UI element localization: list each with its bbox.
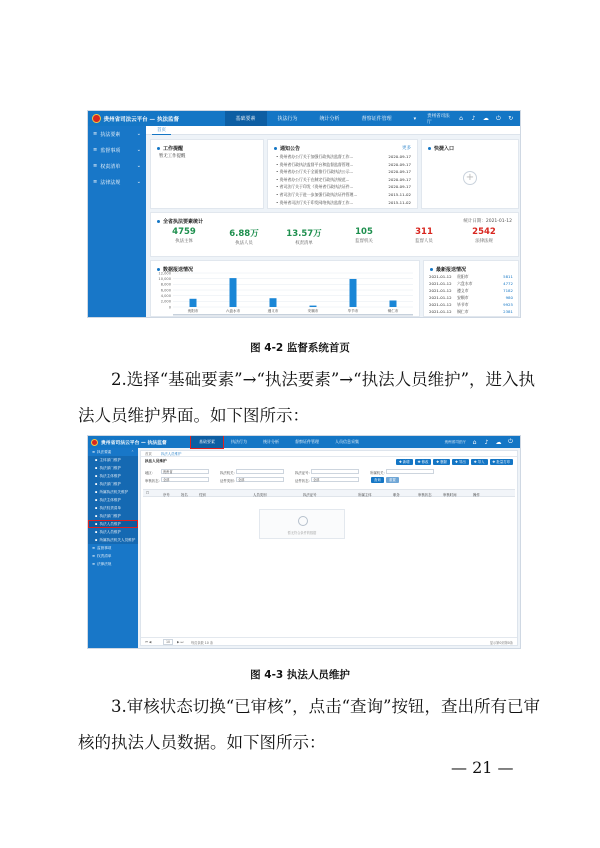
column-header: 审核状态 — [418, 493, 432, 497]
chart-title: 数据报送情况 — [163, 267, 194, 273]
sidebar-item-enforcement[interactable] — [88, 448, 138, 456]
notice-date: 2015-11-02 — [388, 192, 411, 197]
reset-button[interactable]: 重置 — [386, 477, 399, 483]
stat-value: 105 — [355, 227, 373, 237]
nav-personnel-collection[interactable]: 人员信息采集 — [335, 439, 359, 444]
latest-city: 遵义市 — [457, 288, 469, 293]
list-icon: ≡ — [92, 554, 96, 558]
work-reminder-card — [150, 139, 264, 209]
notice-title-text: • 贵州省办公厅关于加强行政执法监督工作... — [276, 154, 354, 159]
notice-date: 2020-09-17 — [388, 176, 411, 182]
sidebar-item-label: 所属执法机关人员维护 — [99, 537, 136, 542]
menu-item-icon: ▪ — [95, 482, 98, 486]
latest-count: 4772 — [503, 281, 513, 286]
sidebar-item-label: 所属执法机关维护 — [99, 489, 129, 494]
quick-entry-title: 快捷入口 — [434, 146, 455, 152]
column-header: 人员类别 — [253, 493, 267, 497]
notice-title: 通知公告 — [280, 146, 301, 152]
home-icon[interactable]: ⌂ — [472, 438, 477, 446]
pager-summary: 显示第0到第0条 — [489, 641, 513, 645]
stats-title: 全省执法要素统计 — [163, 219, 204, 225]
top-nav — [225, 111, 428, 126]
bell-icon[interactable]: ♪ — [484, 438, 489, 446]
sidebar-item[interactable] — [88, 544, 138, 552]
bullet-icon — [430, 268, 433, 271]
pager-prev-icon[interactable]: ⏮ ◀ — [145, 640, 152, 644]
notice-title-text: • 省司法厅关于印发《贵州省行政执法证件... — [276, 184, 354, 190]
nav-basic-elements[interactable]: 基础要素 — [191, 436, 223, 448]
stat-label: 执法人员 — [235, 241, 253, 246]
home-icon[interactable]: ⌂ — [459, 115, 463, 122]
column-header: 操作 — [473, 493, 480, 497]
top-right-tools — [444, 439, 520, 446]
filter-select[interactable]: 全部 — [311, 477, 359, 482]
chevron-down-icon: ⌄ — [136, 131, 141, 137]
menu-item-icon: ▪ — [95, 498, 98, 502]
latest-date: 2021-01-12 — [429, 295, 452, 300]
sidebar — [88, 126, 146, 317]
latest-row — [429, 295, 513, 302]
sidebar-subitem[interactable] — [88, 472, 138, 480]
sidebar-subitem[interactable] — [88, 480, 138, 488]
list-icon: ≡ — [93, 179, 98, 185]
card-title — [428, 145, 454, 152]
action-toolbar — [396, 459, 513, 465]
bullet-icon — [157, 220, 160, 223]
paragraph-step-3 — [78, 689, 540, 761]
bullet-icon — [157, 147, 160, 150]
nav-certificate-management[interactable]: 督察证件管理 — [295, 439, 319, 444]
latest-count: 9925 — [503, 302, 513, 307]
list-icon: ≡ — [93, 163, 98, 169]
menu-item-icon: ▪ — [95, 506, 98, 510]
notice-date: 2015-11-02 — [388, 199, 411, 205]
chevron-down-icon: ⌄ — [136, 163, 141, 169]
refresh-icon[interactable]: ↻ — [508, 115, 514, 122]
latest-count: 2381 — [503, 309, 513, 314]
main-panel — [140, 450, 518, 646]
menu-item-icon: ▪ — [95, 490, 98, 494]
sidebar-item-enforcement[interactable] — [88, 126, 146, 142]
latest-city: 六盘水市 — [457, 281, 473, 286]
tab-home[interactable]: 首页 — [152, 127, 171, 135]
filter-label: 证件状态： — [295, 479, 312, 483]
x-tick-label: 铜仁市 — [387, 309, 399, 313]
app-title: 贵州省司法云平台 — 执法监督 — [103, 116, 179, 123]
paragraph-text: 2.选择“基础要素”→“执法要素”→“执法人员维护”，进入执法人员维护界面。如下图所示： — [78, 370, 536, 425]
latest-city: 贵阳市 — [457, 274, 469, 279]
bell-icon[interactable]: ♪ — [471, 115, 476, 122]
sidebar-item-label: 监督事项 — [97, 545, 112, 550]
column-header: 执法证号 — [303, 493, 317, 497]
menu-item-icon: ▪ — [95, 530, 98, 534]
action-button[interactable]: ✚ 导入 — [471, 459, 488, 465]
figure-caption-1: 图 4-2 监督系统首页 — [250, 342, 350, 354]
sidebar-item-label: 执法人员维护 — [99, 521, 121, 526]
sidebar-item-label: 执法要素 — [100, 131, 121, 138]
notice-date: 2020-09-17 — [388, 154, 411, 159]
top-right-tools — [427, 113, 520, 125]
list-icon: ≡ — [92, 546, 96, 550]
filter-label: 执法证号： — [295, 471, 312, 475]
monitoring-home-screenshot — [87, 110, 521, 318]
sidebar-subitem[interactable] — [88, 464, 138, 472]
latest-report-card — [423, 260, 519, 317]
latest-row — [429, 288, 513, 295]
notice-date: 2020-09-17 — [388, 161, 411, 167]
latest-row — [429, 302, 513, 309]
report-chart-card — [150, 260, 420, 317]
nav-enforcement-actions[interactable]: 执法行为 — [231, 439, 247, 444]
chart-scrollbar[interactable] — [173, 314, 413, 316]
tab-home-icon[interactable]: 首页 — [145, 452, 152, 456]
x-tick-label: 贵阳市 — [187, 309, 199, 313]
latest-row — [429, 274, 513, 281]
latest-date: 2021-01-12 — [429, 302, 452, 307]
stat-value: 6.88万 — [229, 229, 259, 239]
sidebar-subitem[interactable] — [88, 520, 138, 528]
y-tick-label: 12,000 — [158, 271, 171, 276]
x-tick-label: 毕节市 — [347, 309, 359, 313]
pagination — [141, 637, 517, 645]
cloud-icon[interactable]: ☁ — [495, 438, 502, 446]
org-name: 贵州省司法厅 — [444, 439, 466, 444]
y-tick-label: 0 — [168, 305, 171, 310]
stat-value: 2542 — [472, 227, 496, 237]
sidebar-item-label: 执法要素 — [97, 449, 112, 454]
chevron-up-icon: ⌃ — [130, 450, 134, 454]
bullet-icon — [274, 147, 277, 150]
sidebar-item-label: 执法权责清单 — [99, 505, 121, 510]
latest-city: 安顺市 — [457, 295, 469, 300]
bar — [350, 279, 357, 307]
org-name: 贵州省司法厅 — [427, 113, 450, 125]
nav-statistics[interactable]: 统计分析 — [319, 116, 340, 122]
sidebar-item-label: 执法部门维护 — [99, 513, 121, 518]
action-button[interactable]: ✚ 删除 — [433, 459, 450, 465]
figure-caption-2: 图 4-3 执法人员维护 — [250, 669, 350, 681]
work-reminder-text: 暂无工作提醒 — [159, 154, 186, 159]
latest-report-title: 最新报送情况 — [436, 267, 467, 273]
notice-title-text: • 省司法厅关于进一步加强行政执法证件管理... — [276, 192, 358, 197]
sidebar-item-label: 法律法规 — [97, 561, 112, 566]
column-header: 职务 — [393, 493, 400, 497]
pager-size-select[interactable]: 10 — [163, 639, 173, 645]
stat-label: 监督人员 — [415, 239, 433, 244]
stat-item — [279, 227, 329, 246]
nav-basic-elements[interactable]: 基础要素 — [225, 111, 267, 126]
stat-value: 4759 — [172, 227, 196, 237]
empty-text: 暂无符合条件的数据 — [287, 531, 317, 535]
sidebar-item-label: 执法主体维护 — [99, 497, 121, 502]
sidebar-subitem[interactable] — [88, 496, 138, 504]
y-tick-label: 8,000 — [160, 282, 171, 287]
card-title — [274, 145, 300, 152]
y-tick-label: 10,000 — [158, 276, 171, 281]
latest-date: 2021-01-12 — [429, 288, 452, 293]
column-header: 序号 — [163, 493, 170, 497]
sidebar-item[interactable] — [88, 560, 138, 568]
filter-label: 所属机关： — [370, 471, 387, 475]
notice-title-text: • 贵州省办公厅关于全面推行行政执法公示... — [276, 169, 354, 175]
notice-date: 2020-09-17 — [388, 169, 411, 175]
tab-bar — [146, 126, 520, 135]
sidebar-subitem[interactable] — [88, 512, 138, 520]
cloud-icon[interactable]: ☁ — [482, 115, 489, 122]
notice-card — [267, 139, 418, 209]
more-link[interactable]: 更多 — [402, 146, 411, 151]
filter-label: 审核状态： — [145, 479, 162, 483]
card-title — [430, 266, 466, 273]
column-header: 性别 — [199, 493, 206, 497]
sidebar-subitem[interactable] — [88, 488, 138, 496]
filter-label: 地区： — [145, 471, 156, 475]
sidebar-subitem[interactable] — [88, 504, 138, 512]
list-icon: ≡ — [92, 450, 96, 454]
table-header — [143, 489, 515, 497]
bar — [390, 300, 397, 307]
sidebar-item-label: 权责清单 — [97, 553, 112, 558]
latest-count: 7182 — [503, 288, 513, 293]
sidebar-item-label: 执法部门维护 — [99, 481, 121, 486]
action-button[interactable]: ✚ 批量打印 — [490, 459, 513, 465]
notice-item[interactable] — [276, 192, 411, 199]
sidebar-item-label: 法律法规 — [100, 179, 121, 186]
column-header: 姓名 — [181, 493, 188, 497]
latest-date: 2021-01-12 — [429, 274, 452, 279]
latest-row — [429, 281, 513, 288]
filter-label: 执法机关： — [220, 471, 237, 475]
tab-personnel[interactable]: 执法人员维护 — [161, 452, 182, 456]
stat-label: 监督机关 — [355, 239, 373, 244]
menu-item-icon: ▪ — [95, 458, 98, 462]
card-title — [157, 145, 183, 152]
report-bar-chart — [151, 267, 419, 317]
bar — [310, 306, 317, 307]
empty-box-icon — [298, 516, 308, 526]
action-button[interactable]: ✚ 导出 — [452, 459, 469, 465]
notice-item[interactable] — [276, 154, 411, 161]
notice-item[interactable] — [276, 184, 411, 191]
stats-card — [150, 212, 519, 257]
filter-select[interactable]: 贵州省 — [161, 469, 209, 474]
top-bar — [88, 436, 520, 448]
top-bar — [88, 111, 520, 126]
sidebar-rest — [88, 544, 138, 568]
sidebar-item-responsibility[interactable] — [88, 158, 146, 174]
filter-select[interactable]: 全部 — [161, 477, 209, 482]
sidebar — [88, 448, 138, 648]
notice-item[interactable] — [276, 169, 411, 176]
action-button[interactable]: ✚ 新增 — [396, 459, 413, 465]
sidebar-item-label: 执法主体维护 — [99, 473, 121, 478]
filter-label: 证件类别： — [220, 479, 237, 483]
latest-count: 980 — [505, 295, 513, 300]
stat-item — [459, 227, 509, 244]
nav-statistics[interactable]: 统计分析 — [263, 439, 279, 444]
x-tick-label: 六盘水市 — [225, 309, 241, 313]
column-header: 所属主体 — [358, 493, 372, 497]
x-tick-label: 遵义市 — [267, 309, 279, 313]
work-reminder-title: 工作提醒 — [163, 146, 184, 152]
column-header: 审核时间 — [443, 493, 457, 497]
stat-value: 13.57万 — [286, 229, 322, 239]
app-title: 贵州省司法云平台 — 执法监督 — [101, 440, 167, 446]
list-icon: ≡ — [93, 147, 98, 153]
filter-select[interactable] — [236, 469, 284, 474]
sidebar-item-label: 主体部门维护 — [99, 457, 121, 462]
notice-item[interactable] — [276, 162, 411, 169]
query-button[interactable]: 查询 — [371, 477, 384, 483]
latest-count: 5811 — [503, 274, 513, 279]
notice-title-text: • 贵州省办公厅关于在制定行政执法规范... — [276, 176, 350, 182]
menu-item-icon: ▪ — [95, 522, 98, 526]
sidebar-item-label: 权责清单 — [100, 163, 121, 170]
stat-item — [159, 227, 209, 244]
chevron-down-icon: ⌄ — [136, 147, 141, 153]
menu-item-icon: ▪ — [95, 514, 98, 518]
emblem-icon — [91, 439, 98, 446]
quick-entry-card — [421, 139, 519, 209]
sidebar-submenu — [88, 456, 138, 544]
nav-enforcement-actions[interactable]: 执法行为 — [277, 116, 298, 122]
notice-item[interactable] — [276, 177, 411, 184]
bar — [270, 298, 277, 307]
stat-label: 法律法规 — [475, 239, 493, 244]
card-title — [157, 218, 203, 225]
latest-city: 毕节市 — [457, 302, 469, 307]
paragraph-text: 3.审核状态切换“已审核”，点击“查询”按钮，查出所有已审核的执法人员数据。如下图所示： — [78, 697, 540, 752]
stat-item — [399, 227, 449, 244]
stat-item — [219, 227, 269, 246]
stat-label: 权责清单 — [295, 241, 313, 246]
empty-state — [259, 509, 345, 539]
sidebar-subitem[interactable] — [88, 456, 138, 464]
sidebar-item-label: 执法部门维护 — [99, 465, 121, 470]
sidebar-item-label: 监督事项 — [100, 147, 121, 154]
y-tick-label: 6,000 — [160, 288, 171, 293]
power-icon[interactable]: ⏻ — [508, 438, 513, 445]
page-number: — 21 — — [451, 758, 514, 777]
stat-item — [339, 227, 389, 244]
list-icon: ≡ — [92, 562, 96, 566]
latest-date: 2021-01-12 — [429, 281, 452, 286]
power-icon[interactable]: ⏻ — [495, 114, 501, 122]
notice-date: 2020-09-17 — [388, 184, 411, 190]
x-tick-label: 安顺市 — [307, 309, 319, 313]
pager-size-label: 每页条数 10 条 — [191, 641, 214, 645]
bullet-icon — [428, 147, 431, 150]
page-title: 执法人员维护 — [145, 459, 167, 463]
filter-select[interactable] — [386, 469, 434, 474]
latest-date: 2021-01-12 — [429, 309, 452, 314]
stat-label: 执法主体 — [175, 239, 193, 244]
menu-item-icon: ▪ — [95, 474, 98, 478]
notice-title-text: • 贵州省行政执法监督平台和监督监督管理... — [276, 161, 354, 167]
notice-item[interactable] — [276, 200, 411, 207]
emblem-icon — [92, 114, 101, 123]
pager-next-icon[interactable]: ▶ ⏭ — [177, 640, 184, 644]
sidebar-item-label: 执法人员维护 — [99, 529, 121, 534]
tab-bar — [141, 451, 517, 457]
y-tick-label: 2,000 — [160, 299, 171, 304]
personnel-maintenance-screenshot — [87, 435, 521, 649]
bar — [230, 278, 237, 307]
action-button[interactable]: ✚ 修改 — [415, 459, 432, 465]
sidebar-item-supervision[interactable] — [88, 142, 146, 158]
select-all-checkbox[interactable]: ☐ — [146, 491, 150, 495]
notice-title-text: • 贵州省司法厅关于印发网络执法监督工作... — [276, 199, 354, 205]
sidebar-item-laws[interactable] — [88, 174, 146, 190]
y-tick-label: 4,000 — [160, 293, 171, 298]
menu-item-icon: ▪ — [95, 466, 98, 470]
sidebar-subitem[interactable] — [88, 528, 138, 536]
menu-item-icon: ▪ — [95, 538, 98, 542]
latest-row — [429, 309, 513, 316]
nav-more[interactable]: ▾ — [413, 115, 417, 122]
filter-select[interactable] — [311, 469, 359, 474]
chevron-down-icon: ⌄ — [136, 179, 141, 185]
list-icon: ≡ — [93, 131, 98, 137]
paragraph-step-2 — [78, 362, 540, 434]
nav-certificate-management[interactable]: 督察证件管理 — [361, 116, 392, 122]
stats-date: 统计日期：2021-01-12 — [463, 219, 512, 224]
latest-city: 铜仁市 — [457, 309, 469, 314]
stat-value: 311 — [415, 227, 433, 237]
filter-select[interactable]: 全部 — [236, 477, 284, 482]
bar — [190, 299, 197, 307]
add-shortcut-button[interactable]: + — [463, 171, 477, 185]
sidebar-item[interactable] — [88, 552, 138, 560]
sidebar-subitem[interactable] — [88, 536, 138, 544]
